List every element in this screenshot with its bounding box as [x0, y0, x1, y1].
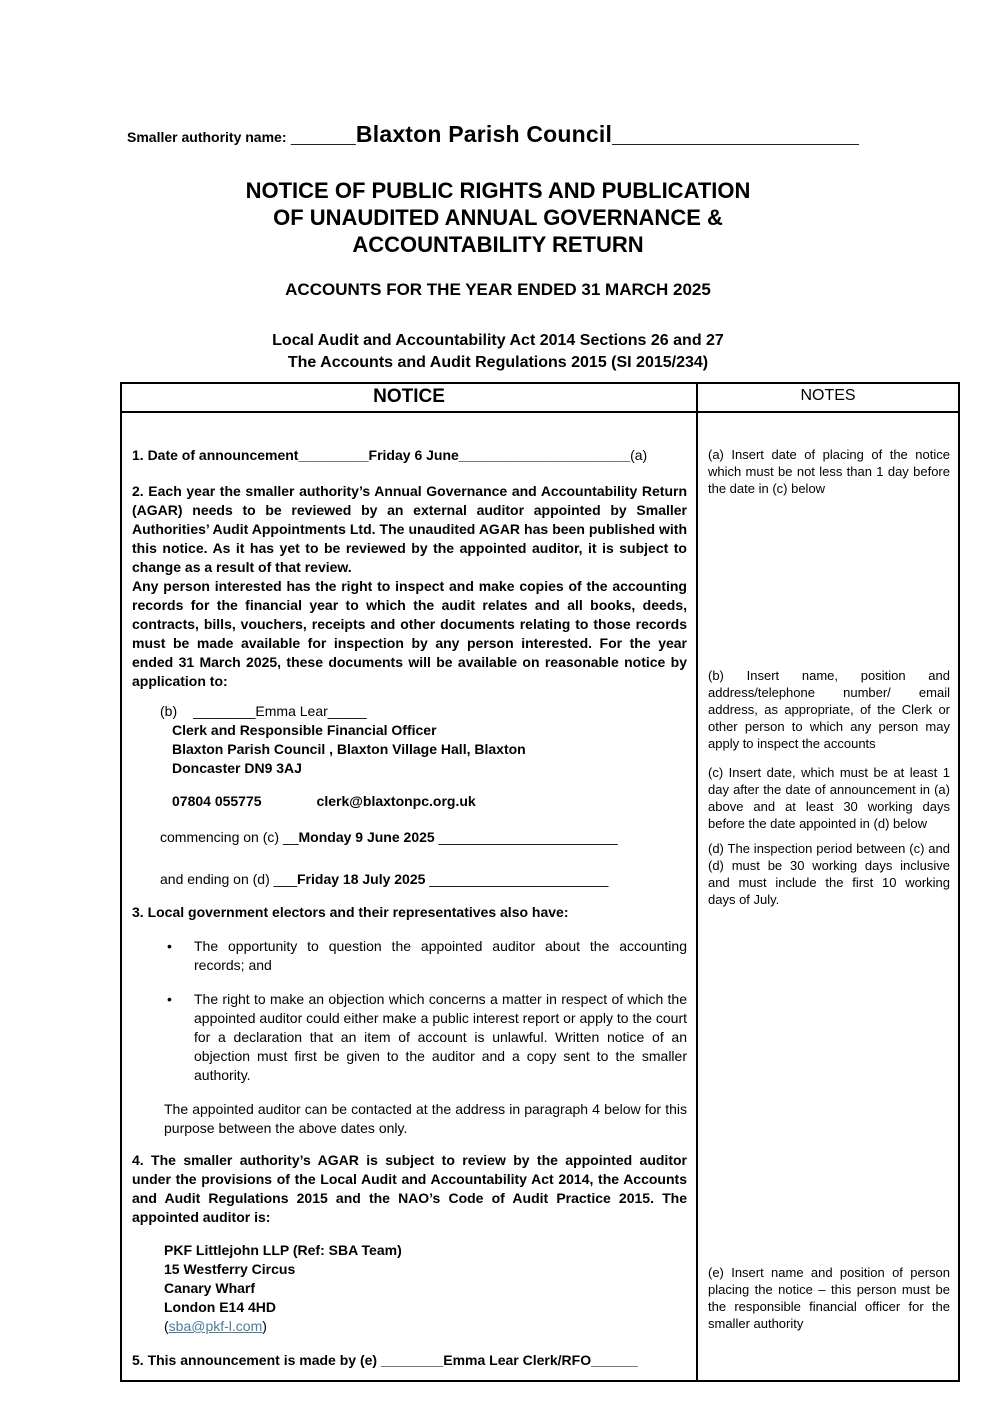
ending-label: and ending on (d) [160, 871, 274, 887]
legislation-line1: Local Audit and Accountability Act 2014 Sections 26 and 27 [272, 332, 724, 349]
auditor-email-line [164, 1317, 687, 1336]
item1-blank2: ______________________ [458, 447, 631, 463]
item2-part2: Any person interested has the right to inspect and make copies of the accounting records for the financial year to which the audit relates and all books, deeds, contracts, bills, vouchers, receipts and other documents relating to those records must be made available for inspection by any person interested. For the year ended 31 March 2025, these documents will be available on reasonable notice by application to: [132, 578, 687, 689]
notice-column [121, 412, 697, 1381]
authority-name-line [127, 121, 958, 151]
clerk-address-line2: Doncaster DN9 3AJ [172, 760, 302, 776]
table-body-row [121, 412, 959, 1381]
clerk-name-value: ________Emma Lear_____ [193, 703, 367, 719]
commencing-date-value: Monday 9 June 2025 [298, 829, 439, 845]
ending-blank1: ___ [273, 871, 297, 887]
legislation-line2: The Accounts and Audit Regulations 2015 (SI 2015/234) [287, 354, 709, 371]
bullet2-text: The right to make an objection which concerns a matter in respect of which the appointed auditor could either make a public interest report or apply to the court for a declaration that an item of account is unlawful. Written notice of an objection must first be given to the auditor and a copy sent to the smaller authority. [194, 991, 687, 1083]
clerk-phone: 07804 055775 [172, 793, 262, 809]
appointed-auditor-address [132, 1241, 687, 1336]
note-d: (d) The inspection period between (c) and (d) must be 30 working days inclusive and must include the first 10 working days of July. [708, 841, 950, 907]
notice-column-header: NOTICE [121, 383, 697, 412]
page-title-line2: OF UNAUDITED ANNUAL GOVERNANCE & [273, 205, 723, 230]
bullet-make-objection [132, 990, 687, 1085]
item1-date-value: Friday 6 June [368, 447, 459, 463]
clerk-contact-block [132, 702, 687, 811]
ending-date-line [132, 870, 687, 889]
bullet1-text: The opportunity to question the appointed auditor about the accounting records; and [194, 938, 687, 973]
commencing-date-line [132, 828, 687, 847]
item2-agar-paragraph [132, 482, 687, 691]
note-e: (e) Insert name and position of person placing the notice – this person must be the responsible financial officer for the smaller authority [708, 1265, 950, 1331]
page-title-line1: NOTICE OF PUBLIC RIGHTS AND PUBLICATION [245, 178, 751, 203]
auditor-name: PKF Littlejohn LLP (Ref: SBA Team) [164, 1242, 402, 1258]
item1-label: 1. Date of announcement [132, 447, 299, 463]
auditor-contact-note: The appointed auditor can be contacted at the address in paragraph 4 below for this purpose between the above dates only. [164, 1101, 687, 1136]
auditor-email-open-paren: ( [164, 1318, 169, 1334]
item2-part1: 2. Each year the smaller authority’s Annual Governance and Accountability Return (AGAR) needs to be reviewed by an external auditor appointed by Smaller Authorities’ Audit Appointments Ltd. The unaudited AGAR has been published with this notice. As it has yet to be reviewed by the appointed auditor, it is subject to change as a result of that review. [132, 483, 687, 575]
item3-electors-heading: 3. Local government electors and their representatives also have: [132, 904, 569, 920]
clerk-email: clerk@blaxtonpc.org.uk [316, 793, 476, 809]
bullet-question-auditor [132, 937, 687, 975]
item4-review-paragraph: 4. The smaller authority’s AGAR is subject to review by the appointed auditor under the provisions of the Local Audit and Accountability Act 2014, the Accounts and Audit Regulations 2015 and the NAO’s Code of Audit Practice 2015. The appointed auditor is: [132, 1152, 687, 1225]
clerk-name-line [132, 702, 687, 721]
authority-name-value: Blaxton Parish Council [355, 121, 613, 147]
page-title-line3: ACCOUNTABILITY RETURN [352, 232, 644, 257]
bullet-icon: • [167, 991, 172, 1007]
notice-table [120, 382, 960, 1382]
table-header-row [121, 383, 959, 412]
item5-name-value: Emma Lear Clerk/RFO [443, 1352, 592, 1368]
item5-blank2: ______ [591, 1352, 638, 1368]
note-c: (c) Insert date, which must be at least 1 day after the date of announcement in (a) above and at least 30 working days before the date appointed in (d) below [708, 765, 950, 831]
clerk-position: Clerk and Responsible Financial Officer [172, 722, 437, 738]
item5-label: 5. This announcement is made by (e) [132, 1352, 381, 1368]
clerk-phone-email-line [132, 792, 687, 811]
auditor-address-line3: London E14 4HD [164, 1299, 277, 1315]
notes-column-header: NOTES [697, 383, 959, 412]
bullet-icon: • [167, 938, 172, 954]
auditor-email-close-paren: ) [262, 1318, 267, 1334]
commencing-blank2: _______________________ [438, 829, 618, 845]
commencing-label: commencing on (c) [160, 829, 283, 845]
accounts-year-title: ACCOUNTS FOR THE YEAR ENDED 31 MARCH 2025 [285, 280, 711, 299]
ending-blank2: _______________________ [429, 871, 609, 887]
notes-column [697, 412, 959, 1381]
item5-blank1: ________ [380, 1352, 444, 1368]
auditor-email-link[interactable]: sba@pkf-l.com [168, 1318, 263, 1334]
authority-name-label: Smaller authority name: [127, 129, 287, 145]
item5-announcement-line [132, 1351, 687, 1370]
page-title [120, 177, 876, 258]
note-a: (a) Insert date of placing of the notice which must be not less than 1 day before the date in (c) below [708, 447, 950, 496]
item1-date-of-announcement [132, 446, 687, 465]
clerk-address-line1: Blaxton Parish Council , Blaxton Village Hall, Blaxton [172, 741, 526, 757]
ending-date-value: Friday 18 July 2025 [297, 871, 430, 887]
title-block [120, 177, 876, 374]
item1-blank1: _________ [298, 447, 369, 463]
auditor-address-line2: Canary Wharf [164, 1280, 256, 1296]
legislation-title [120, 330, 876, 374]
commencing-blank1: __ [282, 829, 299, 845]
item1-note-ref: (a) [630, 447, 648, 463]
authority-line-before: _____ [290, 121, 356, 147]
authority-line-after: ___________________ [612, 121, 859, 147]
note-b: (b) Insert name, position and address/telephone number/ email address, as appropriate, of the Clerk or other person to which any person may apply to inspect the accounts [708, 668, 950, 751]
auditor-address-line1: 15 Westferry Circus [164, 1261, 296, 1277]
clerk-note-ref: (b) [160, 703, 178, 719]
